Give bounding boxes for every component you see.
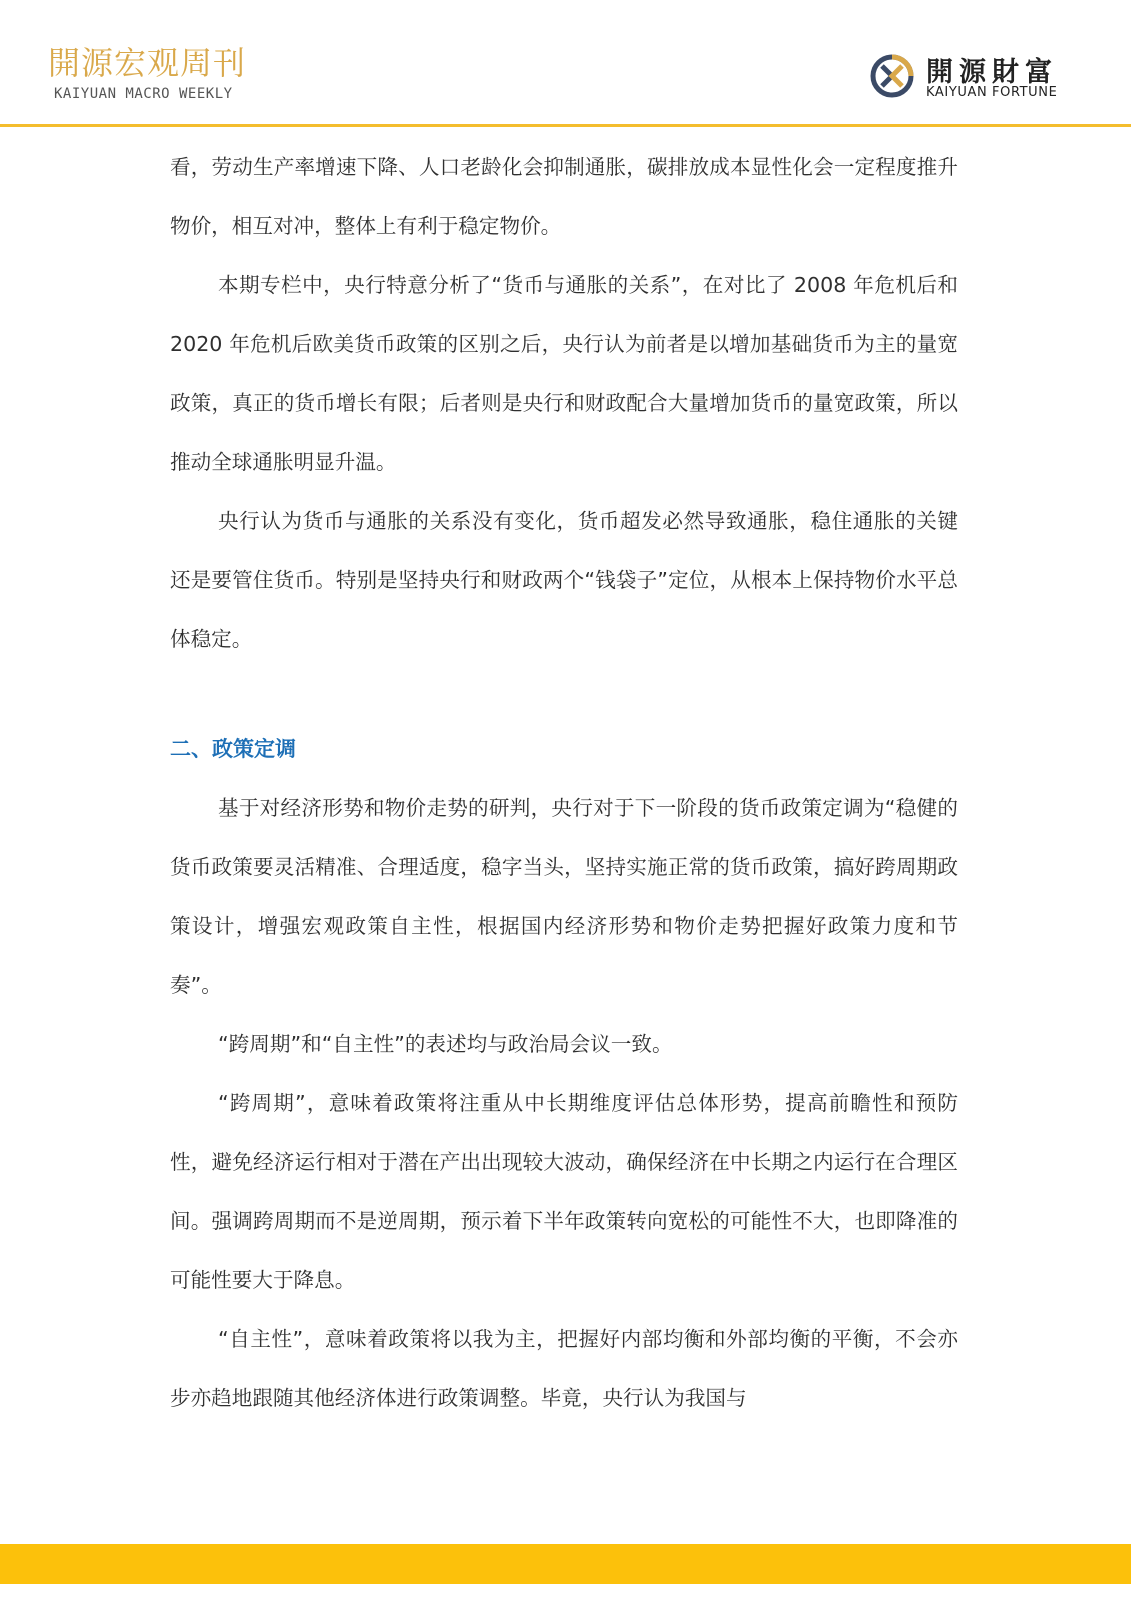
paragraph-3: 央行认为货币与通胀的关系没有变化，货币超发必然导致通胀，稳住通胀的关键还是要管住货币。特别是坚持央行和财政两个“钱袋子”定位，从根本上保持物价水平总体稳定。 [170,509,958,651]
logo-english-name: KAIYUAN FORTUNE [926,85,1058,100]
paragraph-2: 本期专栏中，央行特意分析了“货币与通胀的关系”，在对比了 2008 年危机后和 2020 年危机后欧美货币政策的区别之后，央行认为前者是以增加基础货币为主的量宽政策，真正的货币增长有限；后者则是央行和财政配合大量增加货币的量宽政策，所以推动全球通胀明显升温。 [170,273,958,474]
paragraph-5: “跨周期”和“自主性”的表述均与政治局会议一致。 [218,1032,673,1056]
paragraph-7: “自主性”，意味着政策将以我为主，把握好内部均衡和外部均衡的平衡，不会亦步亦趋地跟随其他经济体进行政策调整。毕竟，央行认为我国与 [170,1327,958,1410]
publication-title: 開源宏观周刊 [48,44,247,82]
paragraph-6: “跨周期”，意味着政策将注重从中长期维度评估总体形势，提高前瞻性和预防性，避免经济运行相对于潜在产出出现较大波动，确保经济在中长期之内运行在合理区间。强调跨周期而不是逆周期，预示着下半年政策转向宽松的可能性不大，也即降准的可能性要大于降息。 [170,1091,958,1292]
paragraph-4: 基于对经济形势和物价走势的研判，央行对于下一阶段的货币政策定调为“稳健的货币政策要灵活精准、合理适度，稳字当头，坚持实施正常的货币政策，搞好跨周期政策设计，增强宏观政策自主性，根据国内经济形势和物价走势把握好政策力度和节奏”。 [170,796,958,997]
page-header [0,0,1131,126]
paragraph-1: 看，劳动生产率增速下降、人口老龄化会抑制通胀，碳排放成本显性化会一定程度推升物价，相互对冲，整体上有利于稳定物价。 [170,155,958,238]
logo-chinese-name: 開源財富 [926,57,1058,88]
publication-subtitle: KAIYUAN MACRO WEEKLY [54,86,233,102]
article-body [170,138,958,1428]
brand-logo [868,50,1088,106]
kaiyuan-logo-icon [868,52,916,100]
header-divider [0,124,1131,127]
section-heading: 二、政策定调 [170,737,296,761]
footer-bar [0,1544,1131,1584]
